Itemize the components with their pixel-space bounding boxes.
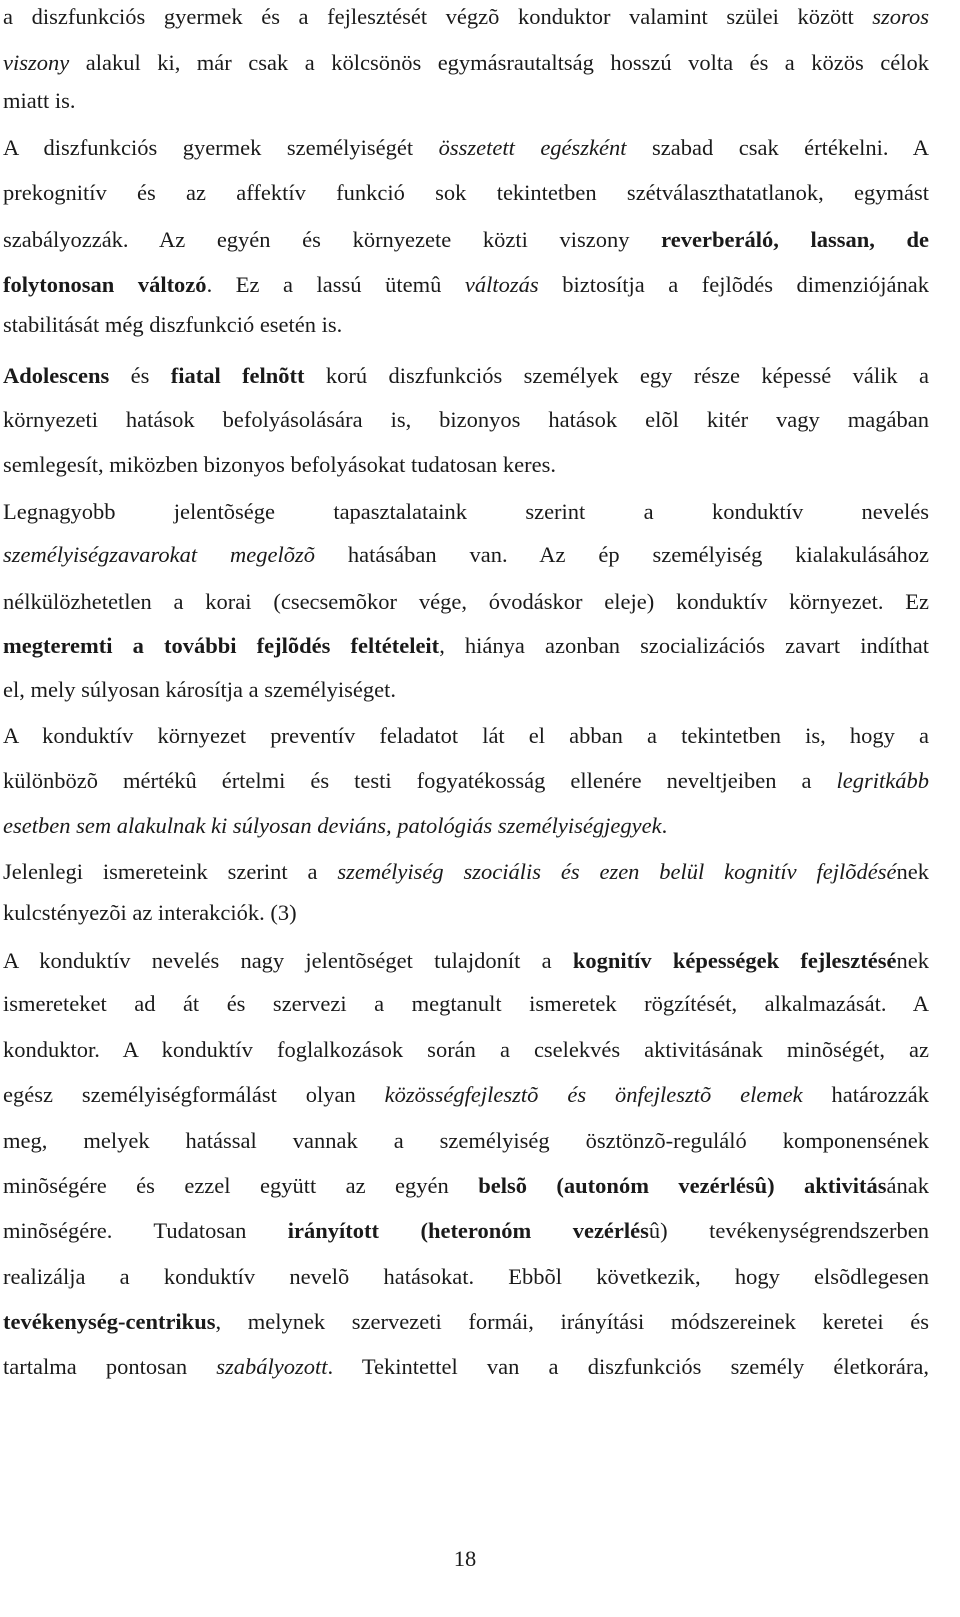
text-line [3,133,929,163]
text-span: minõségére. Tudatosan [3,1218,288,1243]
italic-emphasis: személyiségzavarokat megelõzõ [3,542,315,567]
text-line [3,1352,929,1382]
bold-emphasis: tevékenység-centrikus [3,1309,216,1334]
text-span: . Ez a lassú ütemû [206,272,465,297]
text-span: szabályozzák. Az egyén és környezete közti viszony [3,227,662,252]
text-span: egész személyiségformálást olyan [3,1082,385,1107]
text-line [3,1216,929,1246]
text-line [3,1126,929,1156]
text-line [3,48,929,78]
text-span: biztosítja a fejlõdés dimenziójának [538,272,929,297]
text-span: különbözõ mértékû értelmi és testi fogyatékosság ellenére neveltjeiben a [3,768,837,793]
text-span: nélkülözhetetlen a korai (csecsemõkor vége, óvodáskor eleje) konduktív környezet. Ez [3,589,929,614]
text-span: nek [896,948,929,973]
text-line [3,497,929,527]
text-span: meg, melyek hatással vannak a személyiség ösztönzõ-reguláló komponensének [3,1128,929,1153]
text-span: . [661,813,668,838]
bold-emphasis: folytonosan változó [3,272,207,297]
bold-emphasis: reverberáló, lassan, de [661,227,930,252]
text-span: alakul ki, már csak a kölcsönös egymásrautaltság hosszú volta és a közös célok [69,50,929,75]
text-line [3,721,929,751]
text-line [3,1307,929,1337]
text-line [3,270,929,300]
text-line [3,675,929,705]
text-span: el, mely súlyosan károsítja a személyiséget. [3,677,397,702]
text-span: környezeti hatások befolyásolására is, bizonyos hatások elõl kitér vagy magában [3,407,929,432]
text-line [3,540,929,570]
text-line [3,1080,929,1110]
text-span: kulcstényezõi az interakciók. (3) [3,900,297,925]
text-span: stabilitását még diszfunkció esetén is. [3,312,343,337]
text-line [3,86,929,116]
text-line [3,857,929,887]
text-span: Jelenlegi ismereteink szerint a [3,859,338,884]
text-span: , hiánya azonban szocializációs zavart indíthat [439,633,929,658]
text-line [3,898,929,928]
italic-emphasis: személyiség szociális és ezen belül kognitív fejlõdésé [337,859,897,884]
text-line [3,1035,929,1065]
text-span: minõségére és ezzel együtt az egyén [3,1173,479,1198]
text-span: határozzák [802,1082,929,1107]
text-span: szabad csak értékelni. A [626,135,929,160]
bold-emphasis: irányított (heteronóm vezérlés [287,1218,649,1243]
text-line [3,766,929,796]
text-span: hatásában van. Az ép személyiség kialakulásához [314,542,929,567]
text-span: tartalma pontosan [3,1354,217,1379]
text-span: realizálja a konduktív nevelõ hatásokat. Ebbõl következik, hogy elsõdlegesen [3,1264,929,1289]
text-span: A konduktív környezet preventív feladatot lát el abban a tekintetben is, hogy a [3,723,929,748]
text-span: semlegesít, miközben bizonyos befolyásokat tudatosan keres. [3,452,556,477]
text-line [3,405,929,435]
italic-emphasis: szabályozott [216,1354,328,1379]
text-line [3,811,929,841]
text-span: A konduktív nevelés nagy jelentõséget tulajdonít a [3,948,573,973]
italic-emphasis: legritkább [836,768,929,793]
italic-emphasis: viszony [3,50,70,75]
text-span: ismereteket ad át és szervezi a megtanult ismeretek rögzítését, alkalmazását. A [3,991,929,1016]
text-span: konduktor. A konduktív foglalkozások során a cselekvés aktivitásának minõségét, az [3,1037,929,1062]
italic-emphasis: összetett egészként [438,135,627,160]
text-span: a diszfunkciós gyermek és a fejlesztését végzõ konduktor valamint szülei között [3,4,873,29]
text-line [3,989,929,1019]
text-line [3,631,929,661]
text-span: Legnagyobb jelentõsége tapasztalataink szerint a konduktív nevelés [3,499,929,524]
text-span: û) tevékenységrendszerben [648,1218,929,1243]
text-span: A diszfunkciós gyermek személyiségét [3,135,439,160]
italic-emphasis: közösségfejlesztõ és önfejlesztõ elemek [384,1082,803,1107]
text-line [3,1171,929,1201]
text-span: , melynek szervezeti formái, irányítási módszereinek keretei és [215,1309,929,1334]
text-line [3,1262,929,1292]
text-line [3,587,929,617]
text-span: miatt is. [3,88,76,113]
bold-emphasis: megteremti a további fejlõdés feltételeit [3,633,440,658]
text-span: nek [896,859,929,884]
bold-emphasis: fiatal felnõtt [170,363,305,388]
text-span: és [109,363,171,388]
text-line [3,225,929,255]
bold-emphasis: Adolescens [3,363,110,388]
text-span: prekognitív és az affektív funkció sok tekintetben szétválaszthatatlanok, egymást [3,180,929,205]
text-line [3,310,929,340]
text-line [3,946,929,976]
text-span: korú diszfunkciós személyek egy része képessé válik a [304,363,929,388]
italic-emphasis: változás [464,272,539,297]
page-number: 18 [453,1546,477,1571]
text-line [3,450,929,480]
bold-emphasis: belsõ (autonóm vezérlésû) aktivitás [478,1173,887,1198]
text-line [3,361,929,391]
text-line [3,2,929,32]
text-span: ának [886,1173,930,1198]
italic-emphasis: esetben sem alakulnak ki súlyosan deviáns, patológiás személyiségjegyek [3,813,662,838]
text-line [3,178,929,208]
text-span: . Tekintettel van a diszfunkciós személy életkorára, [327,1354,929,1379]
bold-emphasis: kognitív képességek fejlesztésé [572,948,897,973]
italic-emphasis: szoros [872,4,929,29]
